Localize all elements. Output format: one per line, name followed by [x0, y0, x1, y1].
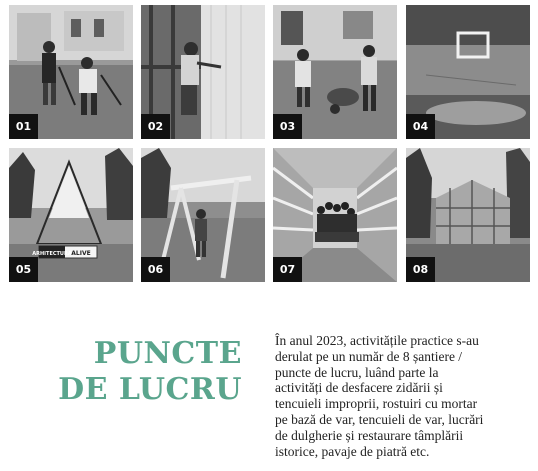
heading-line-1: PUNCTE — [93, 336, 242, 371]
banner-text-part2: ALIVE — [71, 250, 91, 257]
photo-number-badge: 03 — [273, 114, 302, 139]
photo-05 — [9, 148, 133, 282]
body-line: puncte de lucru, luând parte la — [275, 364, 439, 380]
photo-number-badge: 04 — [406, 114, 435, 139]
heading-line-2: DE LUCRU — [58, 372, 242, 407]
photo-07 — [273, 148, 397, 282]
section-heading — [54, 336, 242, 408]
body-line: activități de desfacere zidării și — [275, 380, 443, 396]
body-line: pe bază de var, tencuieli de var, lucrări — [275, 411, 484, 427]
photo-number-badge: 02 — [141, 114, 170, 139]
photo-number-badge: 06 — [141, 257, 170, 282]
body-line: În anul 2023, activitățile practice s-au — [275, 333, 479, 348]
body-line: tencuieli improprii, rostuiri cu mortar — [275, 396, 478, 412]
photo-number-badge: 05 — [9, 257, 38, 282]
body-paragraph — [275, 333, 535, 459]
photo-04 — [406, 5, 530, 139]
body-line: de dulgherie și restaurare tâmplării — [275, 427, 464, 443]
body-line: derulat pe un număr de 8 șantiere / — [275, 348, 463, 364]
body-line: istorice, pavaje de piatră etc. — [275, 443, 430, 459]
photo-number-badge: 01 — [9, 114, 38, 139]
photo-03 — [273, 5, 397, 139]
banner-text-part1: ARHITECTURA — [32, 251, 72, 257]
photo-number-badge: 08 — [406, 257, 435, 282]
photo-08 — [406, 148, 530, 282]
photo-02 — [141, 5, 265, 139]
photo-06 — [141, 148, 265, 282]
photo-number-badge: 07 — [273, 257, 302, 282]
photo-grid — [9, 5, 530, 287]
photo-01 — [9, 5, 133, 139]
